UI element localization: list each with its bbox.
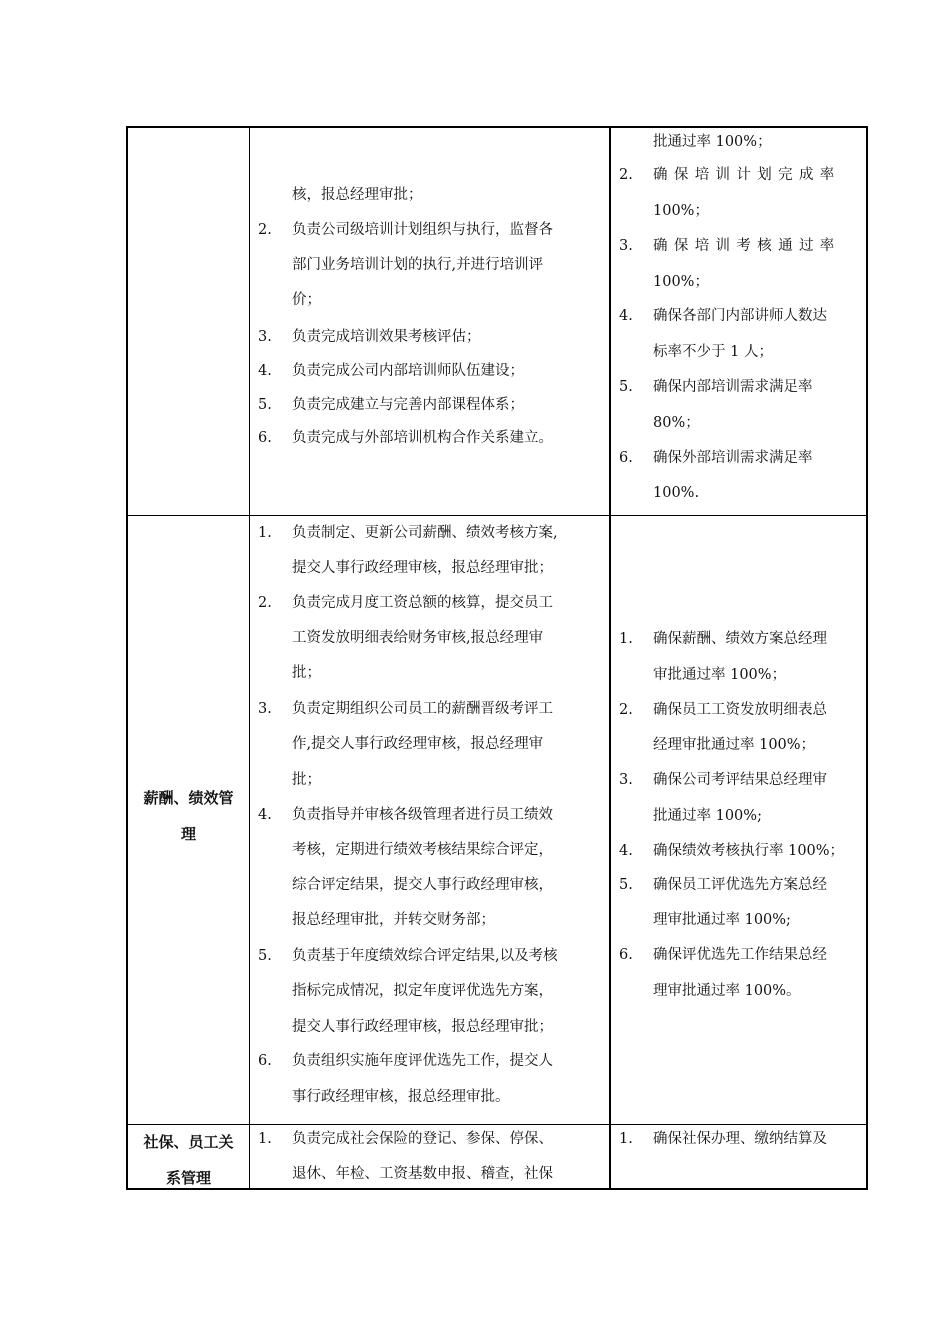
item-number: 1.	[258, 1131, 272, 1147]
duty-line: 价；	[292, 292, 321, 308]
item-number: 3.	[258, 329, 272, 345]
duty-line: 部门业务培训计划的执行,并进行培训评	[292, 257, 544, 273]
duty-line: 负责完成与外部培训机构合作关系建立。	[292, 430, 553, 446]
duty-line: 负责基于年度绩效综合评定结果,以及考核	[292, 948, 558, 964]
category-line: 系管理	[165, 1169, 211, 1187]
standard-line: 批通过率 100%；	[653, 134, 772, 150]
item-number: 4.	[619, 308, 633, 324]
training-duties-cell	[258, 128, 603, 515]
training-standards-cell	[619, 128, 864, 515]
standard-line: 确保绩效考核执行率 100%；	[653, 843, 845, 859]
duty-line: 负责公司级培训计划组织与执行，监督各	[292, 222, 553, 238]
duty-line: 负责完成月度工资总额的核算，提交员工	[292, 595, 553, 611]
duty-line: 负责指导并审核各级管理者进行员工绩效	[292, 807, 553, 823]
item-number: 1.	[619, 1131, 633, 1147]
standard-line: 确保外部培训需求满足率	[653, 450, 813, 466]
category-label	[128, 1124, 249, 1196]
duty-line: 负责组织实施年度评优选先工作，提交人	[292, 1053, 553, 1069]
duty-line: 批；	[292, 772, 321, 788]
standard-line: 100%；	[653, 203, 709, 219]
social-insurance-duties-cell	[258, 1125, 603, 1189]
standard-line: 确保员工工资发放明细表总	[653, 702, 827, 718]
duty-line: 考核，定期进行绩效考核结果综合评定，	[292, 842, 553, 858]
standard-line: 确保薪酬、绩效方案总经理	[653, 631, 827, 647]
category-line: 理	[180, 825, 196, 843]
standard-line: 80%；	[653, 415, 700, 431]
duty-line: 负责完成公司内部培训师队伍建设；	[292, 363, 524, 379]
duty-line: 负责完成社会保险的登记、参保、停保、	[292, 1131, 553, 1147]
item-number: 6.	[258, 430, 272, 446]
compensation-standards-cell	[619, 516, 864, 1124]
duty-line: 指标完成情况，拟定年度评优选先方案，	[292, 983, 553, 999]
item-number: 2.	[258, 595, 272, 611]
item-number: 6.	[619, 450, 633, 466]
column-divider	[609, 128, 611, 1188]
item-number: 1.	[619, 631, 633, 647]
standard-line: 100%；	[653, 274, 709, 290]
item-number: 6.	[619, 947, 633, 963]
standard-line: 理审批通过率 100%。	[653, 983, 801, 999]
item-number: 5.	[619, 877, 633, 893]
item-number: 2.	[619, 167, 633, 183]
standard-line: 审批通过率 100%；	[653, 667, 787, 683]
duty-line: 负责制定、更新公司薪酬、绩效考核方案,	[292, 525, 558, 541]
category-label	[128, 780, 249, 852]
item-number: 2.	[258, 222, 272, 238]
item-number: 4.	[258, 363, 272, 379]
column-divider	[249, 128, 250, 1188]
duty-line: 工资发放明细表给财务审核,报总经理审	[292, 630, 544, 646]
duty-line: 作,提交人事行政经理审核，报总经理审	[292, 736, 544, 752]
duty-line: 提交人事行政经理审核，报总经理审批；	[292, 1019, 553, 1035]
item-number: 5.	[619, 379, 633, 395]
item-number: 6.	[258, 1053, 272, 1069]
item-number: 2.	[619, 702, 633, 718]
compensation-duties-cell	[258, 516, 603, 1124]
category-line: 社保、员工关	[143, 1133, 234, 1151]
standard-line: 确保员工评优选先方案总经	[653, 877, 827, 893]
duty-line: 报总经理审批，并转交财务部；	[292, 912, 495, 928]
standard-line: 理审批通过率 100%;	[653, 912, 791, 928]
duty-line: 批；	[292, 665, 321, 681]
standard-line: 确保各部门内部讲师人数达	[653, 308, 827, 324]
item-number: 1.	[258, 525, 272, 541]
standard-line: 经理审批通过率 100%；	[653, 737, 816, 753]
category-line: 薪酬、绩效管	[143, 789, 234, 807]
item-number: 3.	[619, 238, 633, 254]
standard-line: 100%.	[653, 485, 700, 501]
duty-line: 负责完成培训效果考核评估；	[292, 329, 481, 345]
duty-line: 综合评定结果，提交人事行政经理审核，	[292, 877, 553, 893]
duty-line: 核，报总经理审批；	[292, 187, 423, 203]
standard-line: 确 保 培 训 计 划 完 成 率	[653, 167, 836, 183]
item-number: 3.	[258, 701, 272, 717]
duty-line: 事行政经理审核，报总经理审批。	[292, 1089, 510, 1105]
standard-line: 确 保 培 训 考 核 通 过 率	[653, 238, 836, 254]
item-number: 4.	[258, 807, 272, 823]
item-number: 5.	[258, 397, 272, 413]
standard-line: 确保公司考评结果总经理审	[653, 772, 827, 788]
social-insurance-standards-cell	[619, 1125, 864, 1189]
duty-line: 退休、年检、工资基数申报、稽查，社保	[292, 1166, 553, 1182]
standard-line: 确保社保办理、缴纳结算及	[653, 1131, 827, 1147]
job-duties-table	[126, 126, 868, 1190]
standard-line: 确保评优选先工作结果总经	[653, 947, 827, 963]
standard-line: 批通过率 100%;	[653, 808, 762, 824]
duty-line: 负责完成建立与完善内部课程体系；	[292, 397, 524, 413]
item-number: 5.	[258, 948, 272, 964]
item-number: 4.	[619, 843, 633, 859]
standard-line: 标率不少于 1 人；	[653, 344, 773, 360]
standard-line: 确保内部培训需求满足率	[653, 379, 813, 395]
item-number: 3.	[619, 772, 633, 788]
duty-line: 提交人事行政经理审核，报总经理审批；	[292, 560, 553, 576]
duty-line: 负责定期组织公司员工的薪酬晋级考评工	[292, 701, 553, 717]
